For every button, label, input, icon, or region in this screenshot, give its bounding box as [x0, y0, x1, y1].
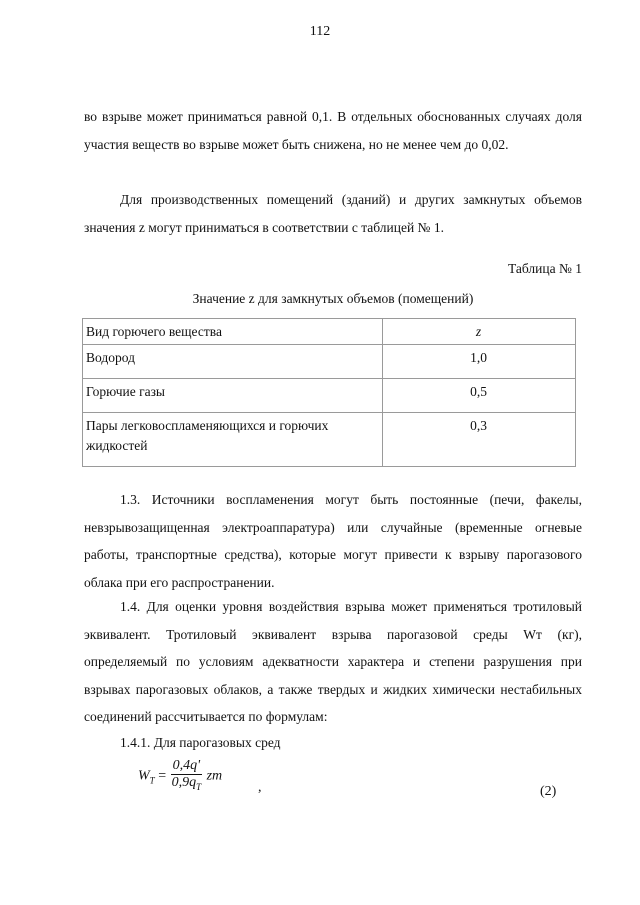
cell-substance: Водород: [83, 345, 383, 379]
formula-multiplier: zm: [206, 768, 223, 784]
header-substance: Вид горючего вещества: [83, 319, 383, 345]
formula-denominator-sub: T: [196, 781, 202, 792]
table-row: [83, 345, 576, 379]
formula-denominator: [170, 775, 204, 795]
page-number: 112: [309, 24, 331, 39]
formula-number: (2): [540, 784, 557, 799]
table-number-label: Таблица № 1: [508, 261, 582, 276]
formula-lhs-sub: T: [149, 775, 155, 786]
formula-denominator-coef: 0,9q: [171, 775, 197, 790]
formula-equals: =: [158, 768, 167, 784]
formula-lhs: W: [138, 768, 150, 784]
cell-z: 0,5: [383, 379, 576, 413]
paragraph-continuation: во взрыве может приниматься равной 0,1. В отдельных обоснованных случаях доля участия веществ во взрыве может быть снижена, но не менее чем до 0,02.: [84, 109, 582, 152]
paragraph-vapor-gas: 1.4.1. Для парогазовых сред: [120, 735, 281, 750]
table-row: [83, 413, 576, 467]
z-values-table: [82, 318, 576, 467]
cell-substance: Горючие газы: [83, 379, 383, 413]
table-caption: Значение z для замкнутых объемов (помещений): [192, 291, 474, 306]
cell-z: 1,0: [383, 345, 576, 379]
paragraph-tnt-equivalent: 1.4. Для оценки уровня воздействия взрыва может применяться тротиловый эквивалент. Тротиловый эквивалент взрыва парогазовой среды Wт (кг), определяемый по условиям адекватности характера и степени разрушения при взрывах парогазовых облаков, а также твердых и жидких химически нестабильных соединений рассчитывается по формулам:: [84, 599, 582, 724]
cell-z: 0,3: [383, 413, 576, 467]
table-header-row: [83, 319, 576, 345]
header-z: z: [383, 319, 576, 345]
paragraph-ignition-sources: 1.3. Источники воспламенения могут быть постоянные (печи, факелы, невзрывозащищенная электроаппаратура) или случайные (временные огневые работы, транспортные средства), которые могут привести к взрыву парогазового облака при его распространении.: [84, 492, 582, 590]
table-row: [83, 379, 576, 413]
formula-comma: ,: [258, 780, 262, 795]
cell-substance: Пары легковоспламеняющихся и горючих жидкостей: [83, 413, 383, 467]
formula-fraction: [170, 758, 204, 795]
paragraph-z-values: Для производственных помещений (зданий) и других замкнутых объемов значения z могут приниматься в соответствии с таблицей № 1.: [84, 192, 582, 235]
formula-numerator: 0,4q': [172, 758, 201, 773]
formula-2: [138, 758, 222, 795]
